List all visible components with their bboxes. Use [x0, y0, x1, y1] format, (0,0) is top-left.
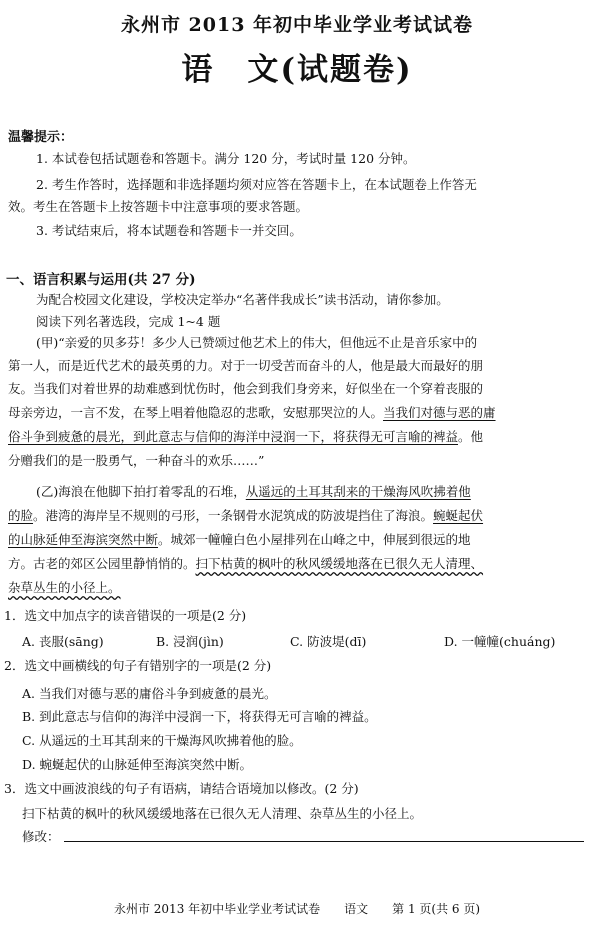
underlined-sentence: 俗斗争到疲惫的晨光，到此意志与信仰的海洋中浸润一下，将获得无可言喻的裨益 [8, 429, 459, 444]
answer-blank-line[interactable] [64, 841, 584, 842]
passage-b-line [8, 555, 483, 573]
page-footer: 永州市 2013 年初中毕业学业考试试卷 语文 第 1 页(共 6 页) [113, 902, 481, 916]
passage-a-line: (甲)“亲爱的贝多芬！多少人已赞颂过他艺术上的伟大，但他远不止是音乐家中的 [36, 335, 478, 350]
question-3-sentence: 扫下枯黄的枫叶的秋风缓缓地落在已很久无人清理、杂草丛生的小径上。 [22, 806, 423, 821]
question-1-option-c: C. 防波堤(dī) [290, 634, 367, 649]
passage-text: (乙)海浪在他脚下拍打着零乱的石堆， [36, 484, 246, 499]
section-intro: 为配合校园文化建设，学校决定举办“名著伴我成长”读书活动，请你参加。 [36, 292, 449, 307]
question-2-stem: 2．选文中画横线的句子有错别字的一项是(2 分) [4, 658, 272, 673]
notice-line: 3. 考试结束后，将本试题卷和答题卡一并交回。 [36, 223, 302, 238]
notice-line: 效。考生在答题卡上按答题卡中注意事项的要求答题。 [8, 199, 309, 214]
section-instruction: 阅读下列名著选段，完成 1~4 题 [36, 314, 221, 329]
underlined-sentence: 蜿蜒起伏 [433, 508, 484, 523]
underlined-sentence: 当我们对德与恶的庸 [383, 405, 496, 420]
subject-title: 语 文(试题卷) [181, 52, 413, 88]
exam-title: 永州市 2013 年初中毕业学业考试试卷 [120, 14, 474, 36]
passage-a-line: 友。当我们对着世界的劫难感到忧伤时，他会到我们身旁来，好似坐在一个穿着丧服的 [8, 381, 484, 396]
question-1-option-d: D. 一幢幢(chuáng) [444, 634, 556, 649]
passage-text: 方。古老的郊区公园里静悄悄的。 [8, 556, 196, 571]
wavy-underlined-sentence: 杂草丛生的小径上。 [8, 580, 121, 595]
notice-line: 1. 本试卷包括试题卷和答题卡。满分 120 分，考试时量 120 分钟。 [36, 151, 416, 166]
passage-b-line [8, 579, 121, 597]
question-2-option-a: A. 当我们对德与恶的庸俗斗争到疲惫的晨光。 [22, 686, 277, 701]
passage-a-line [8, 404, 496, 422]
passage-a-line: 分赠我们的是一股勇气，一种奋斗的欢乐……” [8, 453, 265, 468]
underlined-sentence: 从遥远的土耳其刮来的干燥海风吹拂着他 [245, 484, 471, 499]
question-3-stem: 3．选文中画波浪线的句子有语病，请结合语境加以修改。(2 分) [4, 781, 359, 796]
question-2-option-b: B. 到此意志与信仰的海洋中浸润一下，将获得无可言喻的裨益。 [22, 709, 377, 724]
notice-line: 2. 考生作答时，选择题和非选择题均须对应答在答题卡上，在本试题卷上作答无 [36, 177, 477, 192]
wavy-underlined-sentence: 扫下枯黄的枫叶的秋风缓缓地落在已很久无人清理、 [195, 556, 484, 571]
question-1-option-a: A. 丧服(sāng) [22, 634, 104, 649]
underlined-sentence: 的山脉延伸至海滨突然中断 [8, 532, 159, 547]
passage-text: 。港湾的海岸呈不规则的弓形，一条钢骨水泥筑成的防波堤挡住了海浪。 [33, 508, 434, 523]
question-1-option-b: B. 浸润(jìn) [156, 634, 224, 649]
underlined-sentence: 的脸 [8, 508, 34, 523]
question-1-stem: 1．选文中加点字的读音错误的一项是(2 分) [4, 608, 247, 623]
passage-b-line [8, 507, 483, 525]
passage-text: 母亲旁边，一言不发，在琴上唱着他隐忍的悲歌，安慰那哭泣的人。 [8, 405, 384, 420]
passage-b-line [8, 531, 471, 549]
section-heading: 一、语言积累与运用(共 27 分) [6, 272, 196, 288]
answer-label: 修改： [22, 829, 60, 844]
passage-b-line [36, 483, 471, 501]
passage-a-line: 第一人，而是近代艺术的最英勇的力。对于一切受苦而奋斗的人，他是最大而最好的朋 [8, 358, 484, 373]
notice-title: 温馨提示： [8, 130, 74, 145]
passage-text: 。他 [458, 429, 484, 444]
question-2-option-c: C. 从遥远的土耳其刮来的干燥海风吹拂着他的脸。 [22, 733, 302, 748]
passage-text: 。城郊一幢幢白色小屋排列在山峰之中，伸展到很远的地 [158, 532, 471, 547]
passage-a-line [8, 428, 483, 446]
question-2-option-d: D. 蜿蜒起伏的山脉延伸至海滨突然中断。 [22, 757, 253, 772]
